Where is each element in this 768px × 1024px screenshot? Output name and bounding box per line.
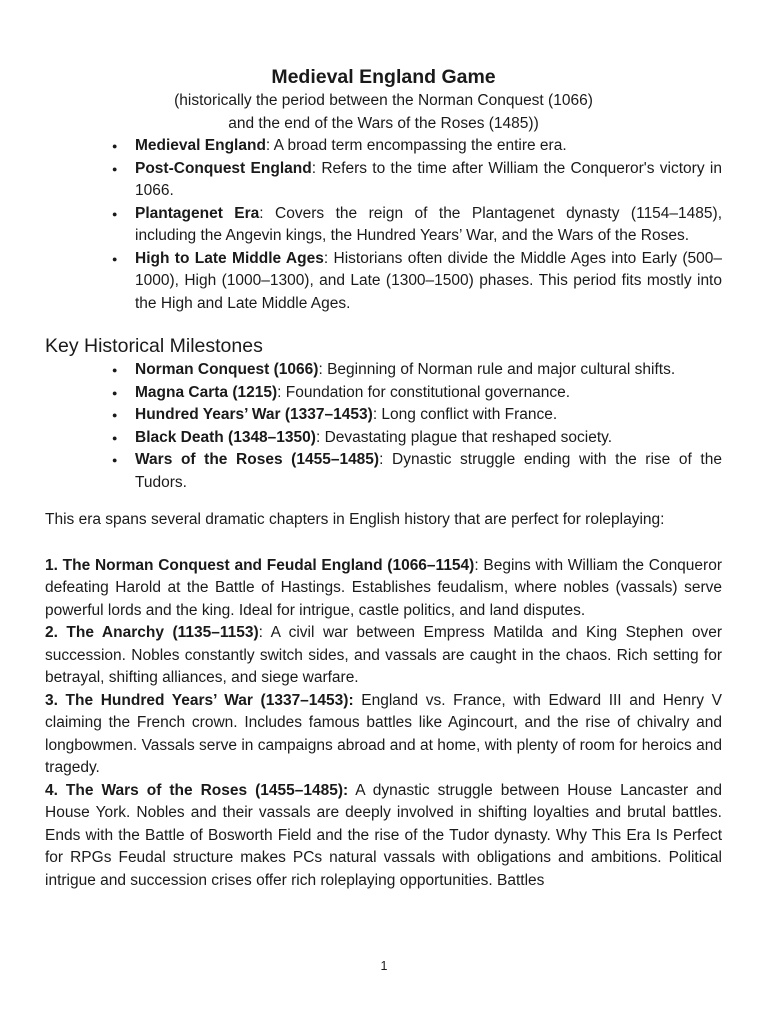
list-item-term: Black Death (1348–1350)	[135, 428, 316, 446]
page-number: 1	[380, 959, 388, 973]
list-item-desc: : Long conflict with France.	[372, 406, 558, 423]
list-item-desc: : Beginning of Norman rule and major cultural shifts.	[318, 361, 676, 378]
list-item-desc: : Foundation for constitutional governance.	[277, 383, 571, 401]
list-item-term: Hundred Years’ War (1337–1453)	[135, 406, 373, 423]
chapter-text: England vs. France, with Edward III and Henry V claiming the French crown. Includes famous battles like Agincourt, and the rise of chivalry and longbowmen. Vassals serve in campaigns abroad and at home, with plenty of room for heroics and tragedy.	[45, 691, 723, 776]
chapter-heading: 4. The Wars of the Roses (1455–1485):	[45, 781, 349, 799]
list-item-term: Magna Carta (1215)	[135, 383, 278, 401]
milestones-heading: Key Historical Milestones	[45, 335, 263, 357]
list-item	[135, 158, 722, 203]
list-item-term: High to Late Middle Ages	[135, 249, 324, 267]
list-item-term: Medieval England	[135, 137, 266, 154]
chapter-text: : A civil war between Empress Matilda and King Stephen over succession. Nobles constantly switch sides, and vassals are caught in the chaos. Rich setting for betrayal, shifting alliances, and siege warfare.	[45, 624, 722, 686]
list-item	[135, 248, 722, 316]
subtitle-line-2: and the end of the Wars of the Roses (1485))	[228, 114, 539, 132]
list-item-term: Plantagenet Era	[135, 204, 260, 222]
chapter-heading: 2. The Anarchy (1135–1153)	[45, 624, 259, 641]
chapter-text: : Begins with William the Conqueror defeating Harold at the Battle of Hastings. Establishes feudalism, where nobles (vassals) serve powerful lords and the king. Ideal for intrigue, castle politics, and land disputes.	[45, 556, 722, 619]
chapter-paragraph	[45, 555, 722, 623]
chapter-paragraph	[45, 622, 722, 690]
list-item	[135, 427, 722, 450]
list-item	[135, 382, 722, 405]
lead-paragraph: This era spans several dramatic chapters in English history that are perfect for roleplaying:	[45, 511, 665, 528]
list-item	[135, 449, 722, 494]
list-item-desc: : Refers to the time after William the Conqueror's victory in 1066.	[135, 159, 722, 199]
chapter-text: A dynastic struggle between House Lancaster and House York. Nobles and their vassals are deeply involved in shifting loyalties and brutal battles. Ends with the Battle of Bosworth Field and the rise of the Tudor dynasty. Why This Era Is Perfect for RPGs Feudal structure makes PCs natural vassals with obligations and ambitions. Political intrigue and succession crises offer rich roleplaying opportunities. Battles	[45, 781, 722, 889]
list-item-desc: : Historians often divide the Middle Ages into Early (500–1000), High (1000–1300), and Late (1300–1500) phases. This period fits mostly into the High and Late Middle Ages.	[135, 249, 723, 312]
chapter-heading: 1. The Norman Conquest and Feudal England (1066–1154)	[45, 556, 475, 574]
page-title: Medieval England Game	[271, 66, 496, 88]
list-item-term: Wars of the Roses (1455–1485)	[135, 451, 380, 468]
chapters-section	[45, 555, 722, 893]
chapter-heading: 3. The Hundred Years’ War (1337–1453):	[45, 691, 354, 709]
list-item-term: Norman Conquest (1066)	[135, 361, 319, 378]
chapter-paragraph	[45, 780, 722, 893]
list-item-desc: : Devastating plague that reshaped society.	[315, 428, 613, 446]
document-page	[45, 64, 722, 892]
list-item-desc: : A broad term encompassing the entire era.	[265, 137, 567, 154]
list-item-desc: : Dynastic struggle ending with the rise of the Tudors.	[135, 451, 722, 491]
list-item	[135, 203, 722, 248]
milestones-list	[45, 359, 722, 494]
list-item	[135, 135, 722, 158]
list-item	[135, 404, 722, 427]
list-item-desc: : Covers the reign of the Plantagenet dynasty (1154–1485), including the Angevin kings, the Hundred Years’ War, and the Wars of the Roses.	[135, 204, 722, 244]
list-item	[135, 359, 722, 382]
chapter-paragraph	[45, 690, 722, 780]
list-item-term: Post-Conquest England	[135, 159, 312, 177]
subtitle-line-1: (historically the period between the Norman Conquest (1066)	[174, 92, 593, 109]
era-terms-list	[45, 135, 722, 315]
